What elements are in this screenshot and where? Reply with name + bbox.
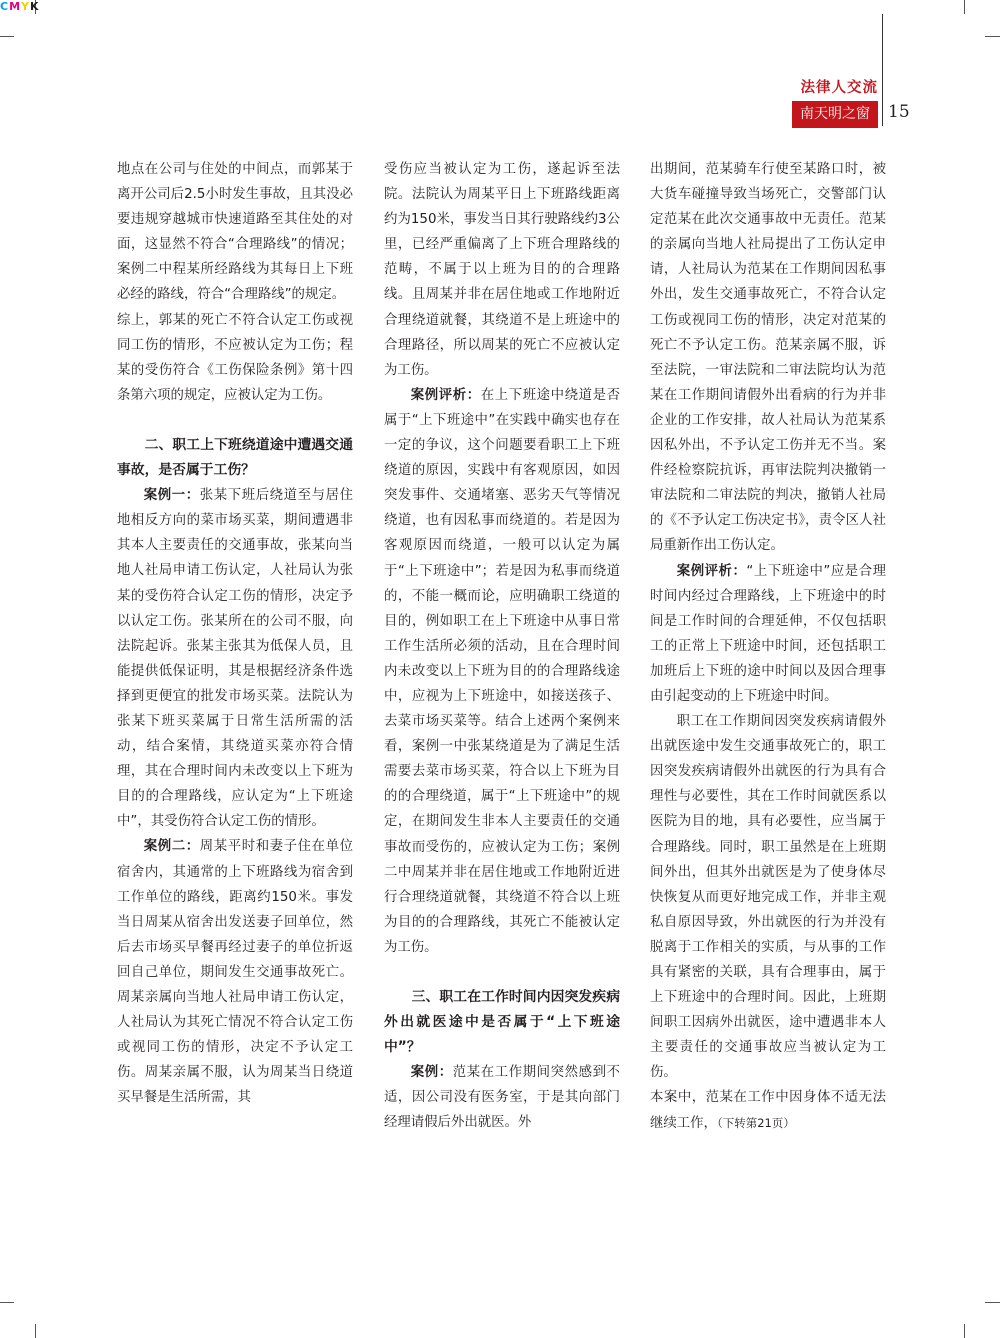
crop-mark <box>964 1324 965 1338</box>
column-name-badge: 南天明之窗 <box>792 101 878 128</box>
crop-mark <box>985 36 1000 37</box>
text-column-2 <box>384 157 620 1136</box>
cmyk-color-marks: CMYK <box>0 0 40 13</box>
crop-mark <box>985 1302 1000 1303</box>
paragraph: 受伤应当被认定为工伤，遂起诉至法院。法院认为周某平日上下班路线距离约为150米，事发当日其行驶路线约3公里，已经严重偏离了上下班合理路线的范畴，不属于以上班为目的的合理路线。且周某并非在居住地或工作地附近合理绕道就餐，其绕道不是上班途中的合理路径，所以周某的死亡不应被认定为工伤。 <box>384 162 620 378</box>
paragraph: 职工在工作期间因突发疾病请假外出就医途中发生交通事故死亡的，职工因突发疾病请假外出就医的行为具有合理性与必要性，其在工作时间就医系以医院为目的地，具有必要性，应当属于合理路线。同时，职工虽然是在上班期间外出，但其外出就医是为了使身体尽快恢复从而更好地完成工作，并非主观私自原因导致，外出就医的行为并没有脱离于工作相关的实质，与从事的工作具有紧密的关联，具有合理事由，属于上下班途中的合理时间。因此，上班期间职工因病外出就医，途中遭遇非本人主要责任的交通事故应当被认定为工伤。 <box>650 714 886 1081</box>
paragraph: 综上，郭某的死亡不符合认定工伤或视同工伤的情形，不应被认定为工伤；程某的受伤符合《工伤保险条例》第十四条第六项的规定，应被认定为工伤。 <box>117 312 353 403</box>
continued-note: （下转第21页） <box>716 1115 795 1130</box>
paragraph: 本案中，范某在工作中因身体不适无法继续工作，（下转第21页） <box>650 1090 886 1131</box>
paragraph: 出期间，范某骑车行使至某路口时，被大货车碰撞导致当场死亡，交警部门认定范某在此次交通事故中无责任。范某的亲属向当地人社局提出了工伤认定申请，人社局认为范某在工作期间因私事外出，发生交通事故死亡，不符合认定工伤或视同工伤的情形，决定对范某的死亡不予认定工伤。范某亲属不服，诉至法院，一审法院和二审法院均认为范某在工作期间请假外出看病的行为并非企业的工作安排，故人社局认为范某系因私外出，不予认定工伤并无不当。案件经检察院抗诉，再审法院判决撤销一审法院和二审法院的判决，撤销人社局的《不予认定工伤决定书》，责令区人社局重新作出工伤认定。 <box>650 162 886 554</box>
section-title: 法律人交流 <box>800 80 878 96</box>
crop-mark <box>35 1324 36 1338</box>
text-column-3 <box>650 157 886 1136</box>
analysis-label: 案例评析： <box>410 387 481 403</box>
crop-mark <box>0 1302 14 1303</box>
crop-mark <box>964 0 965 14</box>
paragraph: 案例二：周某平时和妻子住在单位宿舍内，其通常的上下班路线为宿舍到工作单位的路线，距离约150米。事发当日周某从宿舍出发送妻子回单位，然后去市场买早餐再经过妻子的单位折返回自己单位，期间发生交通事故死亡。周某亲属向当地人社局申请工伤认定，人社局认为其死亡情况不符合认定工伤或视同工伤的情形，决定不予认定工伤。周某亲属不服，认为周某当日绕道买早餐是生活所需，其 <box>117 839 354 1106</box>
paragraph: 地点在公司与住处的中间点，而郭某于离开公司后2.5小时发生事故，且其没必要违规穿越城市快速道路至其住处的对面，这显然不符合“合理路线”的情况；案例二中程某所经路线为其每日上下班必经的路线，符合“合理路线”的规定。 <box>117 162 353 303</box>
text-column-1 <box>117 157 353 1110</box>
case-label: 案例一： <box>143 488 200 504</box>
crop-mark <box>0 36 14 37</box>
case-label: 案例二： <box>143 839 200 855</box>
section-heading: 三、职工在工作时间内因突发疾病外出就医途中是否属于“上下班途中”？ <box>384 989 620 1056</box>
section-heading: 二、职工上下班绕道途中遭遇交通事故，是否属于工伤？ <box>117 436 353 479</box>
analysis-label: 案例评析： <box>676 563 747 579</box>
header-divider <box>882 14 883 126</box>
paragraph: 案例一：张某下班后绕道至与居住地相反方向的菜市场买菜，期间遭遇非其本人主要责任的交通事故，张某向当地人社局申请工伤认定，人社局认为张某的受伤符合认定工伤的情形，决定予以认定工伤。张某所在的公司不服，向法院起诉。张某主张其为低保人员，且能提供低保证明，其是根据经济条件选择到更便宜的批发市场买菜。法院认为张某下班买菜属于日常生活所需的活动，结合案情，其绕道买菜亦符合情理，其在合理时间内未改变以上下班为目的的合理路线，应认定为“上下班途中”，其受伤符合认定工伤的情形。 <box>117 488 354 830</box>
paragraph: 案例评析：“上下班途中”应是合理时间内经过合理路线，上下班途中的时间是工作时间的合理延伸，不仅包括职工的正常上下班途中时间，还包括职工加班后上下班的途中时间以及因合理事由引起变动的上下班途中时间。 <box>650 563 887 704</box>
page-number: 15 <box>888 102 910 122</box>
paragraph: 案例：范某在工作期间突然感到不适，因公司没有医务室，于是其向部门经理请假后外出就医。外 <box>384 1065 621 1131</box>
paragraph: 案例评析：在上下班途中绕道是否属于“上下班途中”在实践中确实也存在一定的争议，这个问题要看职工上下班绕道的原因，实践中有客观原因，如因突发事件、交通堵塞、恶劣天气等情况绕道，也有因私事而绕道的。若是因为客观原因而绕道，一般可以认定为属于“上下班途中”；若是因为私事而绕道的，不能一概而论，应明确职工绕道的目的，例如职工在上下班途中从事日常工作生活所必须的活动，且在合理时间内未改变以上下班为目的的合理路线途中，应视为上下班途中，如接送孩子、去菜市场买菜等。结合上述两个案例来看，案例一中张某绕道是为了满足生活需要去菜市场买菜，符合以上下班为目的的合理绕道，属于“上下班途中”的规定，在期间发生非本人主要责任的交通事故而受伤的，应被认定为工伤；案例二中周某并非在居住地或工作地附近进行合理绕道就餐，其绕道不符合以上班为目的的合理路线，其死亡不能被认定为工伤。 <box>384 387 621 955</box>
case-label: 案例： <box>410 1065 453 1081</box>
